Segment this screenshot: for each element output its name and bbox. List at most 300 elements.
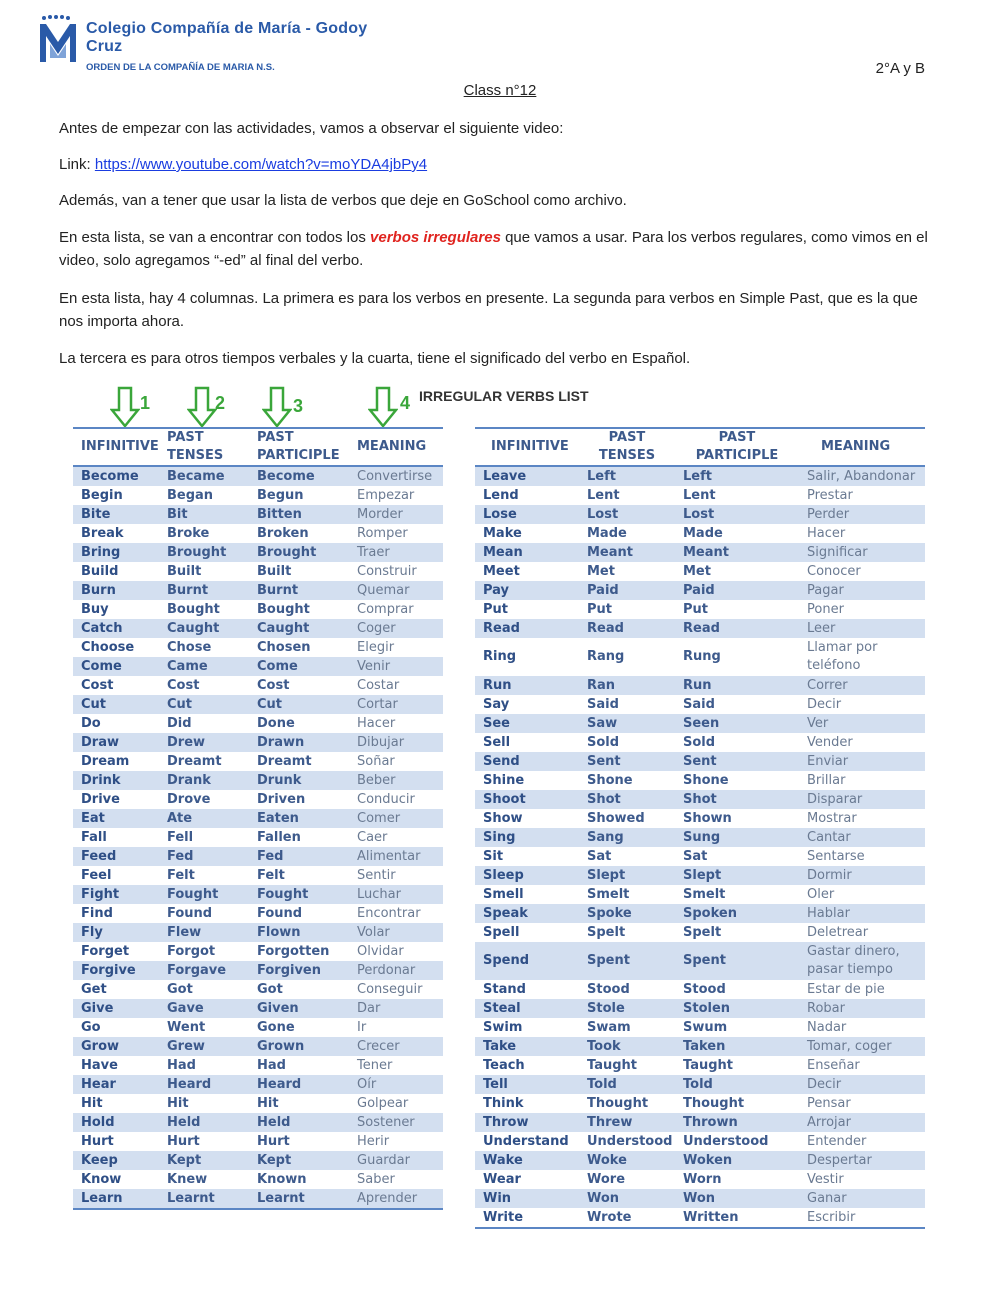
columns-paragraph: En esta lista, hay 4 columnas. La primera es para los verbos en presente. La segunda para verbos en Simple Past, que es la que nos importa ahora. [59,290,918,330]
cell-past-tense: Knew [167,1172,208,1187]
cell-infinitive: Tell [475,1075,579,1094]
table-row [73,980,443,999]
cell-past-participle: Shone [683,773,729,788]
cell-meaning: Perder [799,505,925,524]
cell-past-participle: Stolen [675,999,799,1018]
cell-past-participle: Stood [683,982,726,997]
cell-infinitive: Write [483,1210,524,1225]
cell-past-participle: Burnt [249,581,349,600]
cell-past-tense: Fell [167,830,194,845]
cell-meaning: Olvidar [357,944,404,959]
table-row [73,866,443,885]
cell-past-participle: Run [675,676,799,695]
cell-past-participle: Chosen [257,640,311,655]
cell-infinitive: Buy [81,602,109,617]
cell-past-tense: Lost [579,505,675,524]
grade-label: 2°A y B [875,60,925,77]
cell-past-participle: Meant [675,543,799,562]
col-infinitive: INFINITIVE [73,428,159,466]
table-row [475,486,925,505]
cell-past-tense: Said [587,697,619,712]
cell-infinitive: Get [81,982,107,997]
col-past-participle: PAST PARTICIPLE [675,428,799,466]
cell-infinitive: Find [81,906,113,921]
table-row [73,1189,443,1209]
cell-past-tense: Bit [159,505,249,524]
cell-past-tense: Lent [587,488,620,503]
table-row [73,505,443,524]
cell-meaning: Construir [357,564,417,579]
cell-meaning: Sostener [349,1113,443,1132]
meaning-paragraph: La tercera es para otros tiempos verbales y la cuarta, tiene el significado del verbo en Español. [59,350,691,367]
cell-meaning: Poner [807,602,844,617]
cell-meaning: Caer [357,830,388,845]
table-row [73,961,443,980]
cell-infinitive: Feed [73,847,159,866]
cell-meaning: Sentir [357,868,396,883]
table-row [475,714,925,733]
cell-infinitive: Hear [73,1075,159,1094]
table-row [475,695,925,714]
cell-infinitive: Think [483,1096,524,1111]
cell-meaning: Deletrear [807,925,869,940]
cell-past-tense: Burnt [159,581,249,600]
cell-meaning: Quemar [349,581,443,600]
cell-infinitive: Put [483,602,508,617]
cell-past-participle: Hurt [257,1134,290,1149]
table-row [475,600,925,619]
cell-meaning: Escribir [807,1210,856,1225]
table-row [73,581,443,600]
school-logo [38,14,378,73]
cell-infinitive: Teach [483,1058,525,1073]
table-row [73,714,443,733]
cell-meaning: Venir [349,657,443,676]
cell-meaning: Pensar [807,1096,851,1111]
cell-meaning: Volar [349,923,443,942]
cell-meaning: Saber [357,1172,395,1187]
cell-infinitive: Understand [483,1134,569,1149]
cell-meaning: Ir [357,1020,367,1035]
cell-past-participle: Won [675,1189,799,1208]
cell-past-tense: Held [159,1113,249,1132]
col-past-tenses: PAST TENSES [579,428,675,466]
cell-infinitive: Lend [483,488,519,503]
cell-past-tense: Took [579,1037,675,1056]
table-row [73,1113,443,1132]
cell-past-tense: Gave [159,999,249,1018]
cell-past-participle: Felt [257,868,285,883]
arrow-number-1: 1 [140,393,151,413]
cell-past-participle: Spelt [683,925,722,940]
table-row [73,619,443,638]
cell-meaning: Decir [807,697,842,712]
cell-past-tense: Put [587,602,612,617]
cell-past-tense: Wrote [587,1210,632,1225]
cell-infinitive: Lose [475,505,579,524]
cell-past-tense: Threw [579,1113,675,1132]
cell-meaning: Despertar [799,1151,925,1170]
cell-past-tense: Showed [587,811,645,826]
table-row [475,904,925,923]
cell-past-participle: Put [683,602,708,617]
table-row [475,543,925,562]
cell-past-participle: Drawn [249,733,349,752]
cell-past-tense: Drew [159,733,249,752]
cell-past-tense: Taught [587,1058,637,1073]
cell-past-tense: Bought [167,602,220,617]
cell-meaning: Mostrar [807,811,857,826]
cell-past-participle: Heard [249,1075,349,1094]
cell-past-tense: Won [579,1189,675,1208]
cell-past-tense: Rang [587,649,625,664]
cell-past-tense: Woke [579,1151,675,1170]
cell-infinitive: Forget [81,944,130,959]
table-row [475,676,925,695]
table-row [73,904,443,923]
cell-infinitive: Sell [483,735,511,750]
table-row [73,695,443,714]
table-row [475,619,925,638]
cell-meaning: Tomar, coger [799,1037,925,1056]
cell-past-participle: Spent [675,942,799,980]
table-row [73,923,443,942]
cell-past-tense: Built [167,564,202,579]
cell-meaning: Convertirse [349,466,443,486]
down-arrow-icon [262,386,292,428]
cell-meaning: Guardar [349,1151,443,1170]
cell-infinitive: Spend [475,942,579,980]
table-row [73,543,443,562]
cell-past-participle: Slept [675,866,799,885]
irregular-text-a: En esta lista, se van a encontrar con todos los [59,229,371,246]
video-link[interactable]: https://www.youtube.com/watch?v=moYDA4jbPy4 [94,156,428,173]
cell-past-participle: Lost [675,505,799,524]
table-row [475,752,925,771]
cell-past-tense: Cost [167,678,200,693]
cell-meaning: Oír [349,1075,443,1094]
cell-past-participle: Driven [257,792,306,807]
cell-infinitive: Go [81,1020,101,1035]
cell-meaning: Brillar [807,773,846,788]
cell-past-participle: Shown [683,811,732,826]
table-row [475,1151,925,1170]
cell-past-tense: Dreamt [167,754,222,769]
cell-meaning: Enviar [799,752,925,771]
cell-meaning: Crecer [349,1037,443,1056]
cell-infinitive: Drink [73,771,159,790]
cell-past-tense: Smelt [587,887,630,902]
cell-past-participle: Sold [683,735,716,750]
verbs-table-right [475,427,925,1229]
cell-past-tense: Drank [159,771,249,790]
cell-infinitive: Become [73,466,159,486]
cell-past-participle: Fallen [257,830,301,845]
intro-paragraph: Antes de empezar con las actividades, vamos a observar el siguiente video: [59,120,564,137]
cell-infinitive: Feel [81,868,112,883]
cell-meaning: Gastar dinero, pasar tiempo [799,942,925,980]
irregular-highlight: verbos irregulares [370,229,501,246]
cell-past-participle: Worn [683,1172,722,1187]
cell-meaning: Costar [357,678,400,693]
cell-past-tense: Met [587,564,615,579]
cell-meaning: Salir, Abandonar [799,466,925,486]
cell-past-tense: Thought [587,1096,649,1111]
table-row [475,1075,925,1094]
school-name: Colegio Compañía de María - Godoy Cruz [86,20,368,55]
cell-meaning: Robar [799,999,925,1018]
cell-infinitive: Shoot [475,790,579,809]
cell-past-tense: Broke [167,526,210,541]
cell-past-participle: Rung [683,649,721,664]
cell-past-participle: Bought [257,602,310,617]
table-row [475,847,925,866]
table-row [475,524,925,543]
cell-meaning: Hacer [357,716,396,731]
table-row [475,1018,925,1037]
table-row [475,999,925,1018]
school-emblem-icon [38,14,78,66]
cell-past-participle: Done [257,716,295,731]
table-row [73,562,443,581]
cell-infinitive: Speak [475,904,579,923]
col-past-participle: PAST PARTICIPLE [249,428,349,466]
table-row [73,1151,443,1170]
cell-infinitive: Drive [81,792,120,807]
table-row [73,809,443,828]
cell-past-tense: Spent [579,942,675,980]
verbs-table-left [73,427,443,1210]
cell-infinitive: Take [475,1037,579,1056]
cell-past-tense: Flew [159,923,249,942]
table-row [73,638,443,657]
cell-past-tense: Ran [579,676,675,695]
cell-past-participle: Forgotten [257,944,330,959]
cell-meaning: Hacer [807,526,846,541]
cell-meaning: Alimentar [349,847,443,866]
cell-infinitive: Show [483,811,523,826]
cell-past-participle: Spoken [675,904,799,923]
cell-past-participle: Shot [675,790,799,809]
table-row [475,828,925,847]
table-row [73,657,443,676]
table-row [475,885,925,904]
table-row [475,1094,925,1113]
cell-past-participle: Seen [675,714,799,733]
cell-past-tense: Hit [167,1096,189,1111]
cell-infinitive: Hit [81,1096,103,1111]
cell-meaning: Vestir [807,1172,844,1187]
cell-past-tense: Heard [159,1075,249,1094]
cell-past-participle: Found [257,906,303,921]
table-row [73,486,443,505]
cell-meaning: Soñar [357,754,395,769]
table-row [73,524,443,543]
cell-past-tense: Sang [579,828,675,847]
cell-past-tense: Went [167,1020,206,1035]
cell-meaning: Ver [799,714,925,733]
cell-meaning: Dar [349,999,443,1018]
cell-past-participle: Held [249,1113,349,1132]
cell-past-tense: Saw [579,714,675,733]
irregular-text-b: que vamos a usar. Para los verbos regulares, como vimos en el video, solo agregamos “-ed” al final del verbo. [59,229,928,269]
table-row [73,752,443,771]
table-header-row [475,428,925,466]
cell-past-tense: Shot [579,790,675,809]
cell-past-tense: Fought [159,885,249,904]
arrow-number-4: 4 [400,393,411,413]
link-label: Link: [59,156,95,173]
cell-past-tense: Forgave [159,961,249,980]
table-row [73,847,443,866]
table-row [475,1189,925,1208]
cell-past-participle: Brought [249,543,349,562]
cell-past-tense: Wore [587,1172,626,1187]
cell-infinitive: Leave [475,466,579,486]
cell-past-participle: Thought [683,1096,745,1111]
cell-infinitive: Wear [483,1172,521,1187]
cell-past-tense: Did [167,716,192,731]
school-order: ORDEN DE LA COMPAÑÍA DE MARIA N.S. [86,62,275,73]
cell-past-tense: Brought [159,543,249,562]
cell-infinitive: Build [81,564,119,579]
cell-meaning: Significar [799,543,925,562]
cell-past-tense: Found [167,906,213,921]
table-row [475,942,925,980]
cell-past-participle: Bitten [249,505,349,524]
cell-past-tense: Read [579,619,675,638]
table-row [73,942,443,961]
cell-infinitive: Win [475,1189,579,1208]
table-header-row [73,428,443,466]
cell-meaning: Coger [349,619,443,638]
table-row [475,1113,925,1132]
table-row [73,771,443,790]
cell-meaning: Sentarse [807,849,865,864]
table-row [475,923,925,942]
cell-past-participle: Hit [257,1096,279,1111]
cell-past-participle: Told [675,1075,799,1094]
cell-past-tense: Drove [167,792,211,807]
cell-meaning: Herir [357,1134,390,1149]
cell-meaning: Golpear [357,1096,409,1111]
cell-past-participle: Begun [257,488,304,503]
cell-infinitive: Choose [81,640,135,655]
cell-past-participle: Fought [249,885,349,904]
cell-meaning: Enseñar [807,1058,860,1073]
col-infinitive: INFINITIVE [475,428,579,466]
table-row [475,733,925,752]
table-row [475,1056,925,1075]
cell-past-participle: Built [257,564,292,579]
cell-past-participle: Got [257,982,283,997]
cell-infinitive: Meet [483,564,520,579]
cell-meaning: Tener [357,1058,393,1073]
cell-infinitive: Have [81,1058,118,1073]
cell-past-tense: Forgot [167,944,216,959]
cell-past-tense: Caught [159,619,249,638]
cell-infinitive: Keep [73,1151,159,1170]
cell-past-participle: Drunk [249,771,349,790]
cell-past-tense: Learnt [159,1189,249,1209]
table-row [73,1037,443,1056]
cell-meaning: Traer [349,543,443,562]
cell-meaning: Beber [349,771,443,790]
cell-past-tense: Slept [579,866,675,885]
cell-infinitive: Ring [483,649,517,664]
cell-infinitive: Know [81,1172,122,1187]
cell-past-tense: Swam [587,1020,631,1035]
cell-infinitive: Send [475,752,579,771]
cell-meaning: Pagar [799,581,925,600]
cell-past-participle: Said [683,697,715,712]
table-row [475,466,925,486]
cell-meaning: Llamar por teléfono [807,640,878,673]
table-row [475,809,925,828]
cell-past-tense: Ate [159,809,249,828]
cell-past-participle: Understood [683,1134,769,1149]
cell-past-tense: Became [159,466,249,486]
cell-infinitive: Pay [475,581,579,600]
col-meaning: MEANING [799,428,925,466]
cell-infinitive: Give [73,999,159,1018]
cell-infinitive: Hold [73,1113,159,1132]
cell-meaning: Dibujar [349,733,443,752]
cell-infinitive: Cost [81,678,114,693]
table-row [475,1037,925,1056]
cell-infinitive: Smell [483,887,524,902]
cell-meaning: Perdonar [349,961,443,980]
cell-past-participle: Swum [683,1020,728,1035]
cell-past-participle: Fed [249,847,349,866]
cell-meaning: Leer [799,619,925,638]
cell-infinitive: Say [483,697,510,712]
cell-meaning: Arrojar [799,1113,925,1132]
cell-meaning: Morder [349,505,443,524]
cell-past-tense: Spoke [579,904,675,923]
table-row [73,733,443,752]
cell-past-participle: Taught [683,1058,733,1073]
cell-past-participle: Read [675,619,799,638]
cell-meaning: Empezar [357,488,415,503]
cell-past-participle: Sent [675,752,799,771]
cell-infinitive: Sing [475,828,579,847]
cell-infinitive: Forgive [73,961,159,980]
cell-past-tense: Grew [159,1037,249,1056]
cell-past-participle: Learnt [249,1189,349,1209]
cell-past-participle: Forgiven [249,961,349,980]
table-row [475,866,925,885]
table-row [475,980,925,999]
cell-past-participle: Given [249,999,349,1018]
table-row [73,676,443,695]
irregular-paragraph [59,226,939,272]
cell-infinitive: Throw [475,1113,579,1132]
table-row [73,828,443,847]
cell-past-participle: Dreamt [257,754,312,769]
cell-infinitive: Grow [73,1037,159,1056]
cell-meaning: Entender [807,1134,867,1149]
cell-past-participle: Lent [683,488,716,503]
table-row [73,1056,443,1075]
cell-meaning: Nadar [807,1020,847,1035]
cell-infinitive: Eat [73,809,159,828]
cell-meaning: Encontrar [357,906,421,921]
table-row [73,1170,443,1189]
cell-past-tense: Stole [579,999,675,1018]
cell-past-tense: Spelt [587,925,626,940]
cell-past-tense: Sent [579,752,675,771]
